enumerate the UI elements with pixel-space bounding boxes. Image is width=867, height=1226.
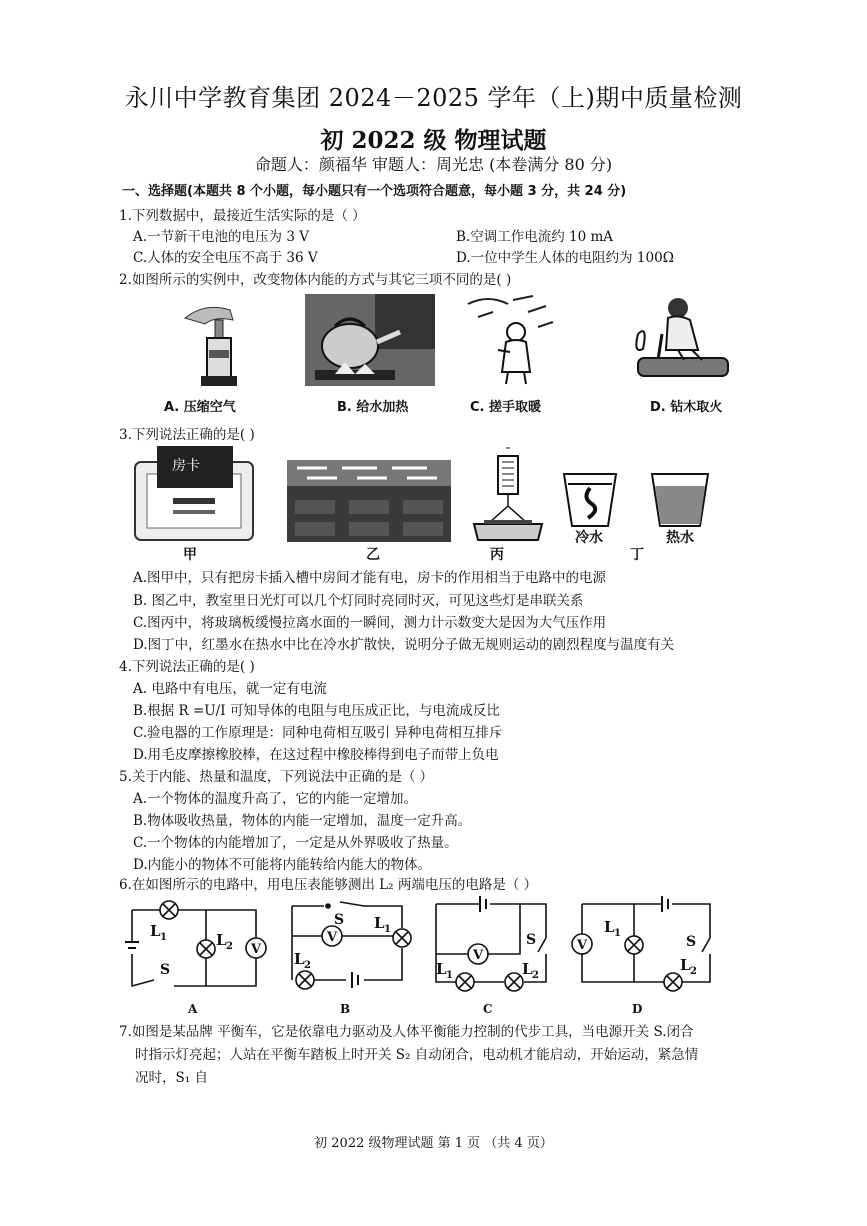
q3-figure-yi-classroom <box>287 460 451 542</box>
q6-stem: 6.在如图所示的电路中，用电压表能够测出 L₂ 两端电压的电路是（ ） <box>119 877 538 893</box>
exam-authors: 命题人：颜福华 审题人：周光忠 (本卷满分 80 分) <box>254 155 613 174</box>
q4-option-b: B.根据 R =U/I 可知导体的电阻与电压成正比，与电流成反比 <box>133 703 500 719</box>
q1-option-b: B.空调工作电流约 10 mA <box>456 229 614 245</box>
exam-title: 永川中学教育集团 2024－2025 学年（上)期中质量检测 <box>124 84 743 112</box>
svg-text:1: 1 <box>614 928 621 939</box>
q5-option-a: A.一个物体的温度升高了，它的内能一定增加。 <box>133 791 418 807</box>
q3-option-a: A.图甲中，只有把房卡插入槽中房间才能有电，房卡的作用相当于电路中的电源 <box>133 570 607 586</box>
q2-figure-b-kettle <box>305 294 435 386</box>
q5-option-d: D.内能小的物体不可能将内能转给内能大的物体。 <box>133 857 432 873</box>
q1-option-a: A.一节新干电池的电压为 3 V <box>133 229 309 245</box>
q4-option-a: A. 电路中有电压，就一定有电流 <box>133 681 327 697</box>
q3-label-cold-water: 冷水 <box>575 530 603 546</box>
q6-circuit-c <box>428 892 558 996</box>
q4-stem: 4.下列说法正确的是( ) <box>119 659 255 675</box>
svg-text:L: L <box>522 960 533 978</box>
svg-text:1: 1 <box>446 970 453 981</box>
q2-caption-a: A. 压缩空气 <box>164 400 236 415</box>
svg-text:L: L <box>604 918 615 936</box>
svg-text:V: V <box>327 930 338 945</box>
q1-option-d: D.一位中学生人体的电阻约为 100Ω <box>456 250 674 266</box>
q6-circuit-a <box>122 900 272 996</box>
q4-option-d: D.用毛皮摩擦橡胶棒，在这过程中橡胶棒得到电子而带上负电 <box>133 747 499 763</box>
q1-stem: 1.下列数据中，最接近生活实际的是（ ） <box>119 208 366 224</box>
q3-label-ding: 丁 <box>630 547 644 563</box>
svg-text:L: L <box>294 950 305 968</box>
svg-text:L: L <box>216 931 227 949</box>
q3-label-jia: 甲 <box>183 547 197 563</box>
q6-caption-b: B <box>340 1002 351 1016</box>
q2-caption-d: D. 钻木取火 <box>650 400 723 415</box>
svg-text:2: 2 <box>690 966 697 977</box>
svg-text:V: V <box>577 938 588 953</box>
q6-caption-d: D <box>632 1002 643 1016</box>
q2-caption-c: C. 搓手取暖 <box>470 400 542 415</box>
page-footer: 初 2022 级物理试题 第 1 页 （共 4 页） <box>314 1136 553 1151</box>
q3-label-hot-water: 热水 <box>666 530 694 546</box>
q6-caption-a: A <box>188 1002 198 1016</box>
svg-text:L: L <box>150 922 161 940</box>
svg-text:2: 2 <box>532 970 539 981</box>
q4-option-c: C.验电器的工作原理是：同种电荷相互吸引 异种电荷相互排斥 <box>133 725 503 741</box>
svg-text:S: S <box>686 934 697 950</box>
svg-text:1: 1 <box>160 932 167 943</box>
q3-stem: 3.下列说法正确的是( ) <box>119 427 255 443</box>
q7-line-2: 时指示灯亮起；人站在平衡车踏板上时开关 S₂ 自动闭合，电动机才能启动，开始运动，紧急情 <box>135 1047 699 1063</box>
q3-card-text: 房卡 <box>172 458 200 474</box>
svg-text:S: S <box>160 962 171 978</box>
q2-caption-b: B. 给水加热 <box>337 400 409 415</box>
q3-figure-ding-beakers <box>560 470 720 528</box>
q3-option-d: D.图丁中，红墨水在热水中比在冷水扩散快，说明分子做无规则运动的剧烈程度与温度有关 <box>133 637 675 653</box>
section-heading: 一、选择题(本题共 8 个小题，每小题只有一个选项符合题意，每小题 3 分，共 24 分) <box>122 184 627 199</box>
svg-text:L: L <box>374 914 385 932</box>
q6-circuit-b <box>284 898 418 998</box>
svg-text:S: S <box>526 932 537 948</box>
svg-text:L: L <box>436 960 447 978</box>
q2-figure-a-pump <box>175 298 265 390</box>
q3-figure-bing-spring-scale <box>468 448 548 544</box>
q6-caption-c: C <box>483 1002 493 1016</box>
q3-option-c: C.图丙中，将玻璃板缓慢拉离水面的一瞬间，测力计示数变大是因为大气压作用 <box>133 615 607 631</box>
svg-text:L: L <box>680 956 691 974</box>
q3-option-b: B. 图乙中，教室里日光灯可以几个灯同时亮同时灭，可见这些灯是串联关系 <box>133 593 584 609</box>
q3-label-bing: 丙 <box>490 547 504 563</box>
q3-label-yi: 乙 <box>366 547 380 563</box>
q5-option-c: C.一个物体的内能增加了，一定是从外界吸收了热量。 <box>133 835 458 851</box>
q1-option-c: C.人体的安全电压不高于 36 V <box>133 250 318 266</box>
q2-figure-d-drilling-fire <box>618 294 728 388</box>
svg-text:1: 1 <box>384 924 391 935</box>
svg-text:V: V <box>473 948 484 963</box>
svg-text:V: V <box>251 942 262 957</box>
q7-line-3: 况时，S₁ 自 <box>135 1070 208 1086</box>
svg-text:2: 2 <box>226 941 233 952</box>
svg-text:S: S <box>334 912 345 928</box>
q6-circuit-d <box>570 892 720 996</box>
svg-text:2: 2 <box>304 960 311 971</box>
q5-option-b: B.物体吸收热量，物体的内能一定增加，温度一定升高。 <box>133 813 472 829</box>
q7-line-1: 7.如图是某品牌 平衡车，它是依靠电力驱动及人体平衡能力控制的代步工具，当电源开关 S.闭合 <box>119 1024 694 1040</box>
q2-stem: 2.如图所示的实例中，改变物体内能的方式与其它三项不同的是( ) <box>119 272 512 288</box>
q2-figure-c-rubbing-hands <box>458 292 558 388</box>
exam-subtitle: 初 2022 级 物理试题 <box>320 127 547 154</box>
q5-stem: 5.关于内能、热量和温度，下列说法中正确的是（ ） <box>119 769 434 785</box>
